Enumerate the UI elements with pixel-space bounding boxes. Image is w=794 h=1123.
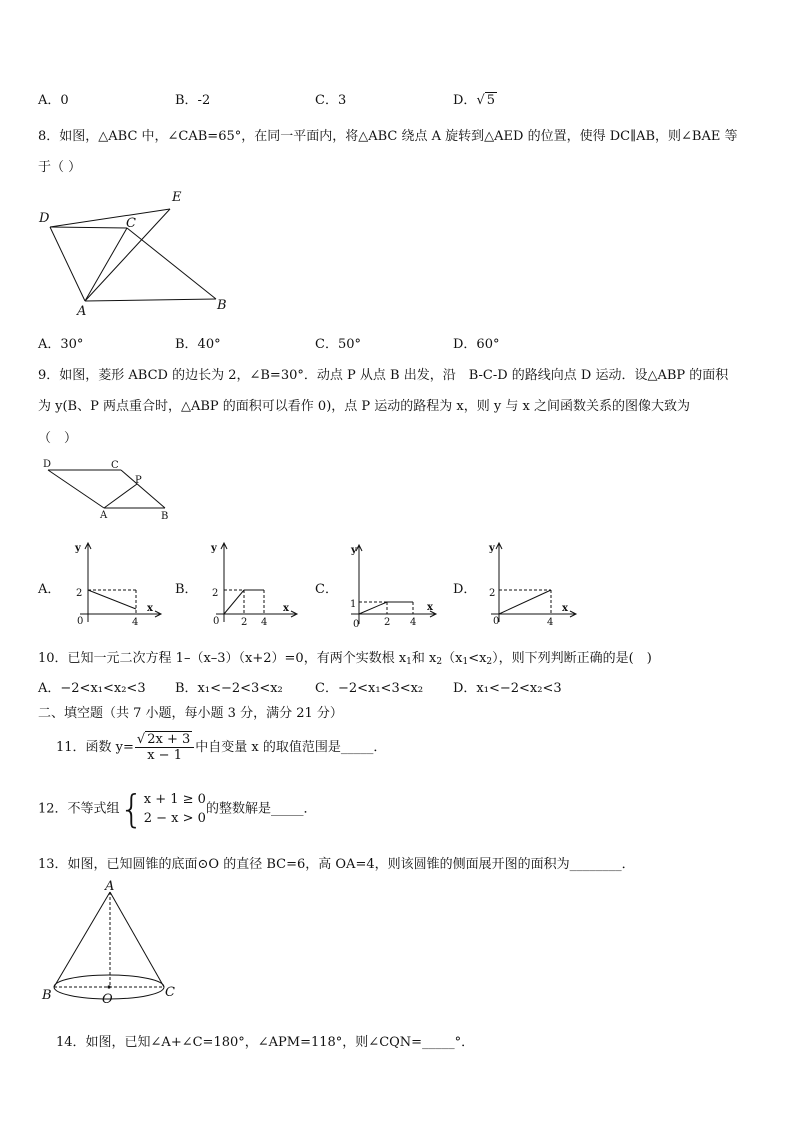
q9-c-tick-x2: 2 bbox=[384, 617, 391, 628]
q9-c-axis-y: y bbox=[351, 545, 357, 556]
q8-option-d: D．60° bbox=[453, 337, 500, 352]
q9-label-c: C bbox=[111, 460, 119, 471]
q7-option-b: B．-2 bbox=[175, 93, 211, 108]
q8-option-b: B．40° bbox=[175, 337, 221, 352]
q11-fraction: $\frac{√ 2x + 3}{x - 1}$ bbox=[135, 732, 194, 763]
q13-cone-figure bbox=[38, 878, 188, 1008]
q9-d-origin: 0 bbox=[493, 616, 500, 627]
q8-option-c: C．50° bbox=[315, 337, 361, 352]
q10-text: 10．已知一元二次方程 1–（x–3）（x+2）=0，有两个实数根 $x_1$和 $x_2(x_1<x_2)$，则下列判断正确的是( ) bbox=[38, 651, 652, 667]
q7-option-d-radicand: 5 bbox=[486, 93, 496, 108]
q9-text-line3: （ ） bbox=[38, 431, 78, 446]
q9-b-tick-x4: 4 bbox=[261, 617, 268, 628]
q9-a-axis-x: x bbox=[147, 603, 153, 614]
q9-d-axis-y: y bbox=[489, 543, 495, 554]
q9-text-line2: 为 y(B、P 两点重合时，△ABP 的面积可以看作 0)，点 P 运动的路程为 x，则 y 与 x 之间函数关系的图像大致为 bbox=[38, 399, 690, 414]
q7-option-a: A．0 bbox=[38, 93, 69, 108]
q9-b-tick-x2: 2 bbox=[241, 617, 248, 628]
q9-c-tick-x4: 4 bbox=[410, 617, 417, 628]
q10-option-c: C．−2<x₁<3<x₂ bbox=[315, 681, 424, 696]
q9-b-tick-y: 2 bbox=[212, 588, 219, 599]
q9-a-tick-x4: 4 bbox=[132, 617, 139, 628]
q9-option-c-graph bbox=[345, 538, 441, 633]
q10-option-b: B．x₁<−2<3<x₂ bbox=[175, 681, 283, 696]
q9-label-p: P bbox=[135, 475, 142, 486]
q10-option-a: A．−2<x₁<x₂<3 bbox=[38, 681, 146, 696]
q9-a-origin: 0 bbox=[77, 616, 84, 627]
q10-option-d: D．x₁<−2<x₂<3 bbox=[453, 681, 562, 696]
q12-text: 12．不等式组{ x + 1 ≥ 0 2 − x > 0 的整数解是_____． bbox=[38, 787, 317, 831]
q9-text-line1: 9．如图，菱形 ABCD 的边长为 2，∠B=30°．动点 P 从点 B 出发，沿 B-C-D 的路线向点 D 运动．设△ABP 的面积 bbox=[38, 368, 729, 383]
q13-text: 13．如图，已知圆锥的底面⊙O 的直径 BC=6，高 OA=4，则该圆锥的侧面展开图的面积为________． bbox=[38, 857, 635, 872]
q14-text: 14．如图，已知∠A+∠C=180°，∠APM=118°，则∠CQN=_____°． bbox=[56, 1035, 475, 1050]
q8-text-line2: 于（ ） bbox=[38, 160, 82, 175]
q13-label-c: C bbox=[165, 985, 175, 1000]
q9-b-axis-x: x bbox=[283, 603, 289, 614]
q9-b-axis-y: y bbox=[211, 543, 217, 554]
q8-label-b: B bbox=[217, 298, 227, 313]
q9-rhombus-figure bbox=[38, 456, 178, 522]
q9-b-origin: 0 bbox=[213, 616, 220, 627]
q13-label-o: O bbox=[102, 992, 113, 1007]
q13-label-a: A bbox=[105, 879, 115, 894]
q9-a-tick-y: 2 bbox=[76, 588, 83, 599]
q9-c-axis-x: x bbox=[427, 602, 433, 613]
q9-option-a-graph bbox=[70, 538, 166, 633]
q13-label-b: B bbox=[42, 988, 52, 1003]
q8-label-c: C bbox=[126, 216, 136, 231]
q8-label-e: E bbox=[172, 190, 182, 205]
q9-label-a: A bbox=[100, 510, 108, 521]
q9-d-tick-x4: 4 bbox=[547, 617, 554, 628]
q11-text: 11．函数 y= $\frac{√ 2x + 3}{x - 1}$ 中自变量 x 的取值范围是_____． bbox=[56, 732, 387, 763]
q8-option-a: A．30° bbox=[38, 337, 84, 352]
q9-option-d-letter: D． bbox=[453, 582, 477, 597]
q9-a-axis-y: y bbox=[75, 543, 81, 554]
q7-option-d: D．√ 5 bbox=[453, 93, 496, 108]
q9-label-b: B bbox=[161, 511, 169, 522]
q9-d-tick-y: 2 bbox=[489, 588, 496, 599]
q8-figure bbox=[30, 185, 240, 320]
q9-option-b-letter: B． bbox=[175, 582, 198, 597]
q9-option-a-letter: A． bbox=[38, 582, 61, 597]
q8-text-line1: 8．如图，△ABC 中，∠CAB=65°，在同一平面内，将△ABC 绕点 A 旋转到△AED 的位置，使得 DC∥AB，则∠BAE 等 bbox=[38, 129, 738, 144]
q9-option-b-graph bbox=[206, 538, 302, 633]
q9-d-axis-x: x bbox=[562, 603, 568, 614]
q9-c-origin: 0 bbox=[353, 619, 360, 630]
q9-c-tick-y: 1 bbox=[350, 599, 357, 610]
q9-option-c-letter: C． bbox=[315, 582, 338, 597]
q8-label-a: A bbox=[77, 304, 87, 319]
q8-label-d: D bbox=[39, 211, 50, 226]
q9-option-d-graph bbox=[485, 538, 581, 633]
q9-label-d: D bbox=[43, 459, 52, 470]
q7-option-c: C．3 bbox=[315, 93, 347, 108]
q12-inequality-system: x + 1 ≥ 0 2 − x > 0 bbox=[143, 792, 206, 826]
section-2-heading: 二、填空题（共 7 小题，每小题 3 分，满分 21 分） bbox=[38, 706, 343, 721]
